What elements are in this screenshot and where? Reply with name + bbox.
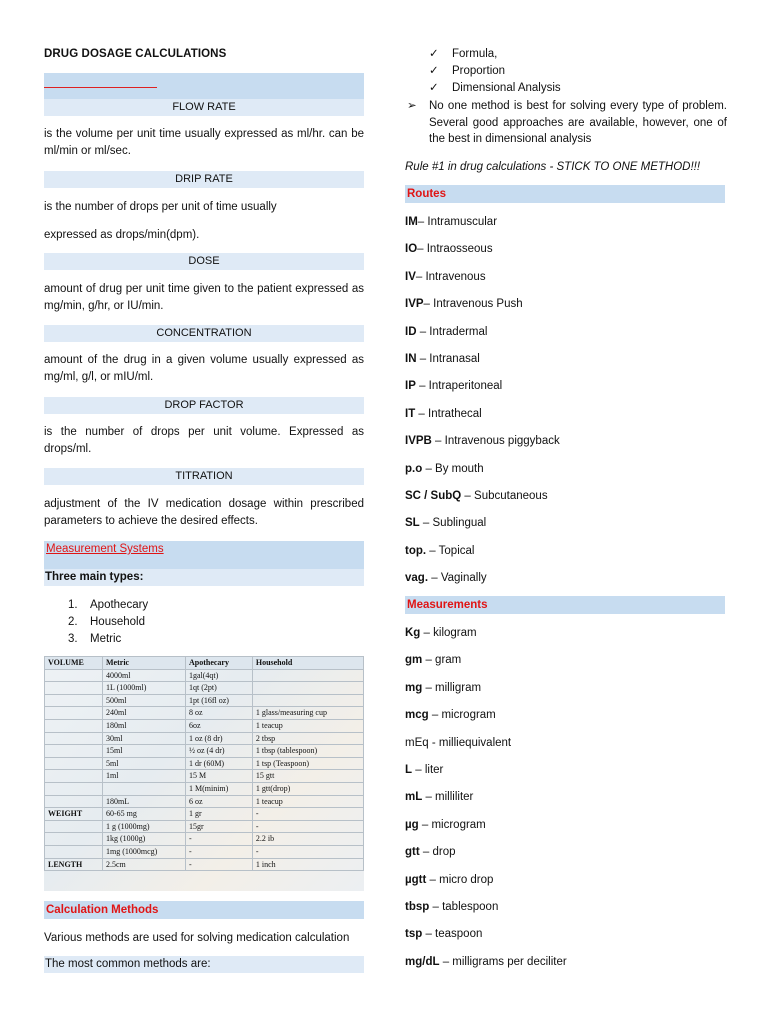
table-cell: 1qt (2pt) xyxy=(185,682,252,695)
table-cell: 1 M(minim) xyxy=(185,782,252,795)
abbreviation: top. xyxy=(405,544,427,557)
calculation-methods-text-2: The most common methods are: xyxy=(44,956,364,973)
abbreviation: µg xyxy=(405,818,419,831)
definition: gram xyxy=(435,654,462,667)
definition: Intranasal xyxy=(429,353,480,365)
abbreviation: mEq xyxy=(405,736,429,749)
table-row xyxy=(45,845,364,858)
table-cell: 6 oz xyxy=(185,795,252,808)
separator: – xyxy=(422,928,436,941)
column-header: Household xyxy=(252,657,363,670)
table-cell: - xyxy=(252,845,363,858)
table-row xyxy=(45,820,364,833)
definition: Intravenous xyxy=(425,270,486,283)
definition: Intramuscular xyxy=(427,216,498,228)
table-cell xyxy=(45,757,103,770)
abbreviation: IP xyxy=(405,380,416,393)
table-cell: 1L (1000ml) xyxy=(103,682,186,695)
definition: Intrathecal xyxy=(428,407,482,420)
table-row xyxy=(45,795,364,808)
table-cell: 5ml xyxy=(103,757,186,770)
table-cell: 6oz xyxy=(185,719,252,732)
flow-rate-text: is the volume per unit time usually expressed as ml/hr. can be ml/min or ml/sec. xyxy=(44,128,364,157)
table-cell xyxy=(45,820,103,833)
method-note-text: No one method is best for solving every type of problem. Several good approaches are available, however, one of the best in dimensional analysis xyxy=(429,100,727,146)
table-cell: 1pt (16fl oz) xyxy=(185,694,252,707)
table-cell xyxy=(252,682,363,695)
list-item xyxy=(405,899,498,916)
section-heading-drop-factor: DROP FACTOR xyxy=(44,397,364,414)
list-item: 3. Metric xyxy=(68,633,122,645)
column-header: Metric xyxy=(103,657,186,670)
table-row xyxy=(45,833,364,846)
abbreviation: SL xyxy=(405,517,420,530)
separator: – xyxy=(419,517,433,530)
abbreviation: Kg xyxy=(405,627,421,639)
separator: – xyxy=(419,846,433,859)
list-item xyxy=(405,817,486,834)
table-cell: 1 tbsp (tablespoon) xyxy=(252,745,363,758)
separator: – xyxy=(416,325,430,338)
titration-text: adjustment of the IV medication dosage within prescribed parameters to achieve the desired effects. xyxy=(44,498,364,527)
table-cell: 1 g (1000mg) xyxy=(103,820,186,833)
table-row xyxy=(45,770,364,783)
definition: Subcutaneous xyxy=(474,490,548,502)
abbreviation: gtt xyxy=(405,846,420,859)
table-cell: 15gr xyxy=(185,820,252,833)
abbreviation: IO xyxy=(405,243,418,256)
table-cell: 1 tsp (Teaspoon) xyxy=(252,757,363,770)
abbreviation: IV xyxy=(405,270,416,283)
definition: tablespoon xyxy=(442,901,499,913)
table-cell: 2.5cm xyxy=(103,858,186,871)
definition: Intraosseous xyxy=(426,243,493,256)
definition: microgram xyxy=(441,709,496,722)
separator: – xyxy=(426,544,439,557)
abbreviation: IVP xyxy=(405,298,424,311)
table-cell: 2 tbsp xyxy=(252,732,363,745)
abbreviation: µgtt xyxy=(405,873,427,886)
list-item xyxy=(405,543,474,560)
list-item xyxy=(405,570,487,587)
list-item xyxy=(405,488,548,505)
table-cell: 180ml xyxy=(103,719,186,732)
rule-text: Rule #1 in drug calculations - STICK TO ONE METHOD!!! xyxy=(405,161,701,173)
abbreviation: tbsp xyxy=(405,901,430,913)
definition: milliequivalent xyxy=(438,736,512,749)
definition: Topical xyxy=(438,544,475,557)
table-cell xyxy=(252,694,363,707)
table-cell xyxy=(45,707,103,720)
conversion-table xyxy=(44,656,364,871)
table-cell xyxy=(45,782,103,795)
arrow-bullet-icon: ➢ xyxy=(407,100,417,112)
table-cell: 1 teacup xyxy=(252,795,363,808)
table-cell: - xyxy=(185,858,252,871)
list-item: ✓ Proportion xyxy=(429,63,561,80)
table-cell: 60-65 mg xyxy=(103,808,186,821)
method-note xyxy=(407,98,727,148)
section-heading-concentration: CONCENTRATION xyxy=(44,325,364,342)
table-cell: 1 gr xyxy=(185,808,252,821)
list-item xyxy=(405,351,480,368)
table-row xyxy=(45,808,364,821)
concentration-text: amount of the drug in a given volume usually expressed as mg/ml, g/l, or mIU/ml. xyxy=(44,354,364,383)
table-cell xyxy=(103,782,186,795)
table-cell xyxy=(45,669,103,682)
list-item xyxy=(405,926,482,943)
list-item xyxy=(405,872,493,889)
list-item xyxy=(405,707,496,724)
abbreviation: L xyxy=(405,764,413,776)
definition: milligrams per deciliter xyxy=(452,955,567,968)
list-item xyxy=(405,324,487,341)
table-cell xyxy=(45,745,103,758)
table-cell: 2.2 ib xyxy=(252,833,363,846)
section-heading-measurement-systems: Measurement Systems xyxy=(44,541,364,569)
table-cell: 500ml xyxy=(103,694,186,707)
table-row xyxy=(45,858,364,871)
abbreviation: IN xyxy=(405,353,417,365)
list-item xyxy=(405,296,523,313)
measurement-types-list xyxy=(68,597,148,648)
separator: – xyxy=(415,270,426,283)
list-item: ✓ Dimensional Analysis xyxy=(429,80,561,97)
table-row xyxy=(45,669,364,682)
table-cell xyxy=(45,682,103,695)
table-cell: - xyxy=(185,833,252,846)
definition: Sublingual xyxy=(432,517,487,530)
list-item xyxy=(405,515,486,532)
separator: – xyxy=(417,216,428,228)
definition: By mouth xyxy=(435,462,484,475)
table-cell: 1mg (1000mcg) xyxy=(103,845,186,858)
table-cell xyxy=(252,669,363,682)
definition: Intravenous Push xyxy=(433,298,523,311)
list-item xyxy=(405,214,497,231)
conversion-table-image xyxy=(44,656,364,891)
drip-rate-text-2: expressed as drops/min(dpm). xyxy=(44,229,200,241)
separator: – xyxy=(422,681,436,694)
list-item xyxy=(405,269,486,286)
calculation-methods-text-1: Various methods are used for solving medication calculation xyxy=(44,932,350,944)
table-cell: - xyxy=(252,820,363,833)
section-heading-flow-rate: FLOW RATE xyxy=(44,99,364,116)
table-cell: 1gal(4qt) xyxy=(185,669,252,682)
separator: – xyxy=(461,490,475,502)
abbreviation: mg/dL xyxy=(405,955,440,968)
separator: – xyxy=(426,873,440,886)
table-cell: 15ml xyxy=(103,745,186,758)
table-cell: 1 oz (8 dr) xyxy=(185,732,252,745)
table-cell: WEIGHT xyxy=(45,808,103,821)
table-row xyxy=(45,707,364,720)
table-cell xyxy=(45,732,103,745)
definition: kilogram xyxy=(433,627,477,639)
abbreviation: SC / SubQ xyxy=(405,490,462,502)
separator: – xyxy=(415,407,429,420)
table-cell: 1 dr (60M) xyxy=(185,757,252,770)
section-heading-titration: TITRATION xyxy=(44,468,364,485)
definition: Intradermal xyxy=(429,325,488,338)
table-cell xyxy=(45,833,103,846)
definition: Vaginally xyxy=(440,572,487,585)
table-cell xyxy=(45,795,103,808)
table-row xyxy=(45,694,364,707)
table-cell: 1ml xyxy=(103,770,186,783)
list-item xyxy=(405,652,461,669)
list-item: 1. Apothecary xyxy=(68,599,149,611)
table-cell: 8 oz xyxy=(185,707,252,720)
list-item xyxy=(405,954,567,971)
separator: – xyxy=(428,709,442,722)
table-cell xyxy=(45,770,103,783)
check-icon: ✓ xyxy=(429,48,439,60)
table-row xyxy=(45,682,364,695)
red-underline xyxy=(44,87,157,88)
table-cell: 4000ml xyxy=(103,669,186,682)
list-item xyxy=(405,680,481,697)
list-item xyxy=(405,461,484,478)
check-icon: ✓ xyxy=(429,82,439,94)
column-header: Apothecary xyxy=(185,657,252,670)
section-heading-routes: Routes xyxy=(405,185,725,203)
table-cell: 1 teacup xyxy=(252,719,363,732)
drop-factor-text: is the number of drops per unit volume. Expressed as drops/ml. xyxy=(44,426,364,455)
table-cell: 1 inch xyxy=(252,858,363,871)
list-item xyxy=(405,762,443,779)
abbreviation: p.o xyxy=(405,462,423,475)
table-cell: LENGTH xyxy=(45,858,103,871)
table-cell: 15 M xyxy=(185,770,252,783)
definition: drop xyxy=(432,846,456,859)
abbreviation: mg xyxy=(405,681,423,694)
table-cell: 30ml xyxy=(103,732,186,745)
table-cell: 1 gtt(drop) xyxy=(252,782,363,795)
separator: – xyxy=(422,462,436,475)
definition: Intraperitoneal xyxy=(428,380,503,393)
definition: microgram xyxy=(431,818,486,831)
separator: – xyxy=(422,791,436,804)
definition: liter xyxy=(424,764,444,776)
abbreviation: IM xyxy=(405,216,418,228)
list-item xyxy=(405,735,511,752)
separator: – xyxy=(423,298,434,311)
separator: - xyxy=(428,736,439,749)
methods-checklist xyxy=(429,46,561,97)
table-cell xyxy=(45,694,103,707)
table-row xyxy=(45,732,364,745)
table-row xyxy=(45,782,364,795)
measurement-systems-subheading: Three main types: xyxy=(44,569,364,586)
section-heading-dose: DOSE xyxy=(44,253,364,270)
table-cell: 15 gtt xyxy=(252,770,363,783)
definition: milliliter xyxy=(435,791,474,804)
section-heading-drip-rate: DRIP RATE xyxy=(44,171,364,188)
abbreviation: ID xyxy=(405,325,417,338)
definition: micro drop xyxy=(439,873,494,886)
section-heading-calculation-methods: Calculation Methods xyxy=(44,901,364,919)
definition: milligram xyxy=(435,681,482,694)
page-title: DRUG DOSAGE CALCULATIONS xyxy=(44,48,227,60)
separator: – xyxy=(420,627,434,639)
abbreviation: tsp xyxy=(405,928,423,941)
abbreviation: vag. xyxy=(405,572,429,585)
table-cell: ½ oz (4 dr) xyxy=(185,745,252,758)
table-row xyxy=(45,719,364,732)
list-item: 2. Household xyxy=(68,616,145,628)
list-item xyxy=(405,844,456,861)
section-heading-measurements: Measurements xyxy=(405,596,725,614)
abbreviation: mcg xyxy=(405,709,429,722)
abbreviation: IVPB xyxy=(405,435,432,448)
table-header-row xyxy=(45,657,364,670)
abbreviation: gm xyxy=(405,654,423,667)
dose-text: amount of drug per unit time given to the patient expressed as mg/min, g/hr, or IU/min. xyxy=(44,283,364,312)
separator: – xyxy=(412,764,425,776)
abbreviation: IT xyxy=(405,407,416,420)
definition: Intravenous piggyback xyxy=(444,435,560,448)
list-item xyxy=(405,789,473,806)
separator: – xyxy=(439,955,453,968)
drip-rate-text-1: is the number of drops per unit of time usually xyxy=(44,201,277,213)
abbreviation: mL xyxy=(405,791,423,804)
check-icon: ✓ xyxy=(429,65,439,77)
list-item: ✓ Formula, xyxy=(429,46,561,63)
separator: – xyxy=(416,353,430,365)
table-cell: 240ml xyxy=(103,707,186,720)
separator: – xyxy=(429,901,443,913)
separator: – xyxy=(417,243,427,256)
table-cell: - xyxy=(252,808,363,821)
list-item xyxy=(405,241,493,258)
separator: – xyxy=(415,380,429,393)
list-item xyxy=(405,378,502,395)
separator: – xyxy=(428,572,441,585)
table-cell xyxy=(45,845,103,858)
list-item xyxy=(405,433,560,450)
table-cell: - xyxy=(185,845,252,858)
list-item xyxy=(405,406,482,423)
table-cell xyxy=(45,719,103,732)
separator: – xyxy=(422,654,436,667)
table-cell: 180mL xyxy=(103,795,186,808)
table-cell: 1kg (1000g) xyxy=(103,833,186,846)
table-row xyxy=(45,757,364,770)
separator: – xyxy=(418,818,432,831)
table-row xyxy=(45,745,364,758)
definition: teaspoon xyxy=(435,928,483,941)
separator: – xyxy=(431,435,445,448)
column-header: VOLUME xyxy=(45,657,103,670)
table-cell: 1 glass/measuring cup xyxy=(252,707,363,720)
list-item xyxy=(405,625,477,642)
